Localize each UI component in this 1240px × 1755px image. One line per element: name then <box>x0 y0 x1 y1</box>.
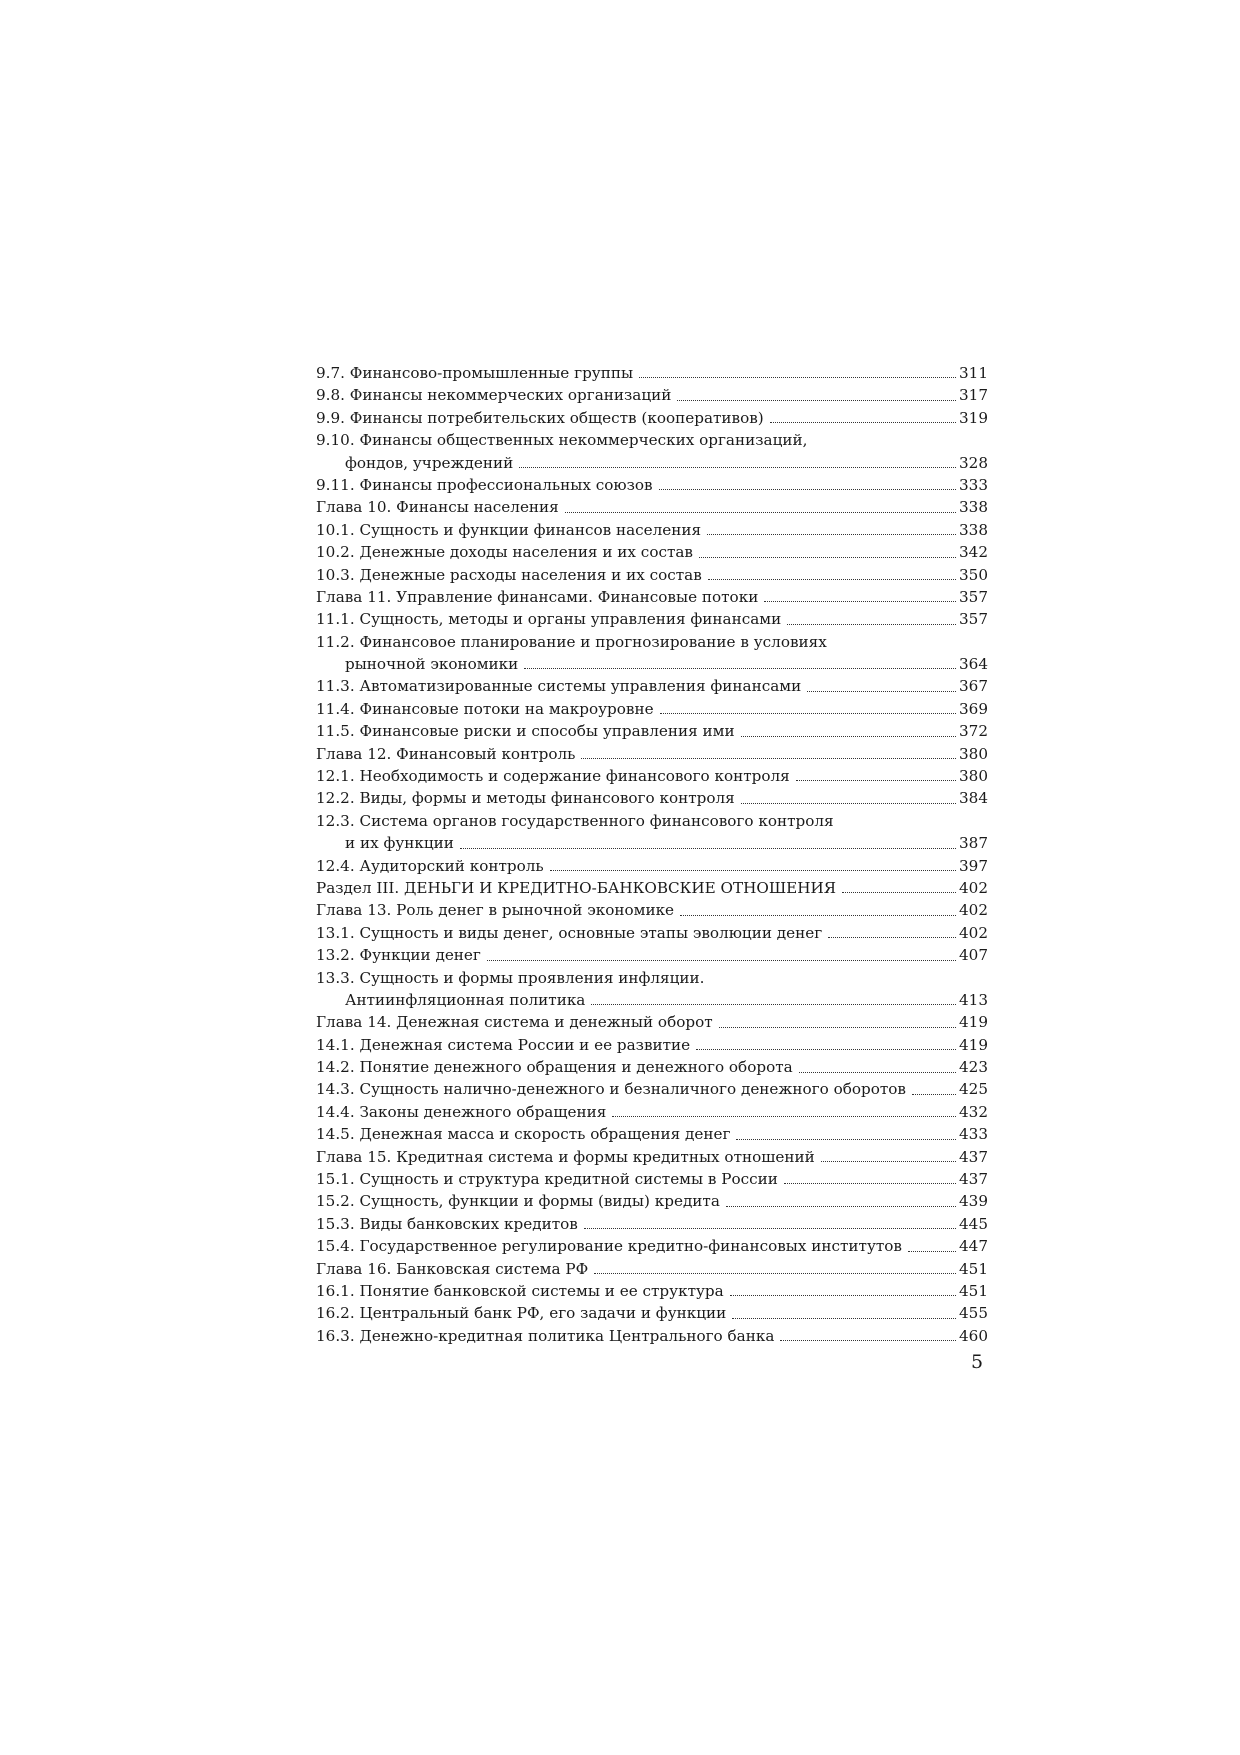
toc-entry[interactable] <box>316 989 988 1011</box>
toc-entry[interactable] <box>316 1213 988 1235</box>
dot-leader <box>524 667 956 669</box>
toc-entry-title: 9.11. Финансы профессиональных союзов <box>316 475 653 494</box>
dot-leader <box>696 1048 956 1050</box>
toc-entry[interactable] <box>316 1302 988 1324</box>
toc-entry-title: 11.5. Финансовые риски и способы управления ими <box>316 722 735 741</box>
toc-entry[interactable] <box>316 720 988 742</box>
toc-page-number: 328 <box>959 453 988 472</box>
dot-leader <box>741 802 956 804</box>
dot-leader <box>732 1317 956 1319</box>
toc-entry[interactable] <box>316 1280 988 1302</box>
toc-entry[interactable] <box>316 832 988 854</box>
dot-leader <box>708 578 956 580</box>
toc-entry[interactable] <box>316 608 988 630</box>
dot-leader <box>550 869 956 871</box>
dot-leader <box>908 1250 956 1252</box>
toc-entry-title: 9.7. Финансово-промышленные группы <box>316 363 634 382</box>
dot-leader <box>591 1003 956 1005</box>
toc-entry-title: 14.3. Сущность налично-денежного и безналичного денежного оборотов <box>316 1080 906 1099</box>
toc-page-number: 357 <box>959 587 988 606</box>
toc-entry-title: 14.5. Денежная масса и скорость обращения денег <box>316 1125 731 1144</box>
toc-entry[interactable] <box>316 877 988 899</box>
toc-entry[interactable] <box>316 1325 988 1347</box>
toc-entry[interactable] <box>316 1235 988 1257</box>
toc-page-number: 384 <box>959 789 988 808</box>
toc-entry-title: Глава 11. Управление финансами. Финансовые потоки <box>316 587 759 606</box>
dot-leader <box>581 757 956 759</box>
toc-entry[interactable] <box>316 1011 988 1033</box>
dot-leader <box>764 600 956 602</box>
dot-leader <box>787 623 956 625</box>
toc-entry[interactable] <box>316 787 988 809</box>
dot-leader <box>460 847 956 849</box>
dot-leader <box>796 779 956 781</box>
toc-page-number: 413 <box>959 990 988 1009</box>
toc-entry[interactable] <box>316 675 988 697</box>
toc-entry[interactable] <box>316 1168 988 1190</box>
dot-leader <box>677 399 956 401</box>
toc-page-number: 437 <box>959 1170 988 1189</box>
toc-entry[interactable] <box>316 1123 988 1145</box>
toc-entry-title: Глава 16. Банковская система РФ <box>316 1259 589 1278</box>
toc-entry[interactable] <box>316 541 988 563</box>
toc-entry-title: 16.1. Понятие банковской системы и ее структура <box>316 1282 724 1300</box>
dot-leader <box>784 1182 956 1184</box>
toc-entry-title: 9.10. Финансы общественных некоммерческих организаций, <box>316 431 808 450</box>
toc-entry-title: 15.2. Сущность, функции и формы (виды) кредита <box>316 1192 720 1211</box>
toc-entry[interactable] <box>316 1079 988 1101</box>
toc-entry[interactable] <box>316 452 988 474</box>
toc-page-number: 419 <box>959 1013 988 1032</box>
toc-entry-title: Глава 10. Финансы населения <box>316 498 559 517</box>
dot-leader <box>487 959 956 961</box>
toc-entry-title: Раздел III. ДЕНЬГИ И КРЕДИТНО-БАНКОВСКИЕ ОТНОШЕНИЯ <box>316 878 837 897</box>
toc-entry[interactable] <box>316 407 988 429</box>
toc-entry-title-line <box>316 631 988 653</box>
toc-entry-continuation: рыночной экономики <box>345 655 519 674</box>
toc-page-number: 402 <box>959 901 988 920</box>
toc-page-number: 439 <box>959 1192 988 1211</box>
toc-page-number: 350 <box>959 565 988 584</box>
toc-page-number: 367 <box>959 677 988 696</box>
dot-leader <box>584 1227 956 1229</box>
toc-entry-title-line <box>316 967 988 989</box>
toc-page-number: 455 <box>959 1304 988 1323</box>
toc-page-number: 437 <box>959 1147 988 1166</box>
toc-entry-title: 9.8. Финансы некоммерческих организаций <box>316 386 672 405</box>
toc-page-number: 342 <box>959 543 988 562</box>
toc-entry-title: 12.1. Необходимость и содержание финансового контроля <box>316 767 790 786</box>
toc-entry[interactable] <box>316 1101 988 1123</box>
dot-leader <box>736 1138 956 1140</box>
toc-entry-continuation: Антиинфляционная политика <box>345 990 586 1009</box>
toc-entry[interactable] <box>316 653 988 675</box>
dot-leader <box>842 891 956 893</box>
toc-page-number: 387 <box>959 834 988 853</box>
toc-page-number: 451 <box>959 1259 988 1278</box>
toc-page-number: 317 <box>959 386 988 405</box>
toc-entry-title: 11.4. Финансовые потоки на макроуровне <box>316 699 654 718</box>
toc-entry-title: 10.1. Сущность и функции финансов населения <box>316 520 702 539</box>
toc-entry[interactable] <box>316 855 988 877</box>
toc-entry[interactable] <box>316 496 988 518</box>
toc-entry-title: 14.4. Законы денежного обращения <box>316 1102 607 1121</box>
toc-page-number: 380 <box>959 767 988 786</box>
toc-page-number: 319 <box>959 408 988 427</box>
dot-leader <box>770 421 956 423</box>
toc-page-number: 423 <box>959 1058 988 1077</box>
toc-page-number: 419 <box>959 1035 988 1054</box>
toc-entry[interactable] <box>316 474 988 496</box>
toc-entry[interactable] <box>316 922 988 944</box>
toc-entry[interactable] <box>316 519 988 541</box>
toc-entry[interactable] <box>316 1258 988 1280</box>
dot-leader <box>659 488 956 490</box>
toc-page-number: 402 <box>959 878 988 897</box>
toc-page-number: 447 <box>959 1237 988 1256</box>
dot-leader <box>719 1026 956 1028</box>
toc-entry-title: 11.2. Финансовое планирование и прогнозирование в условиях <box>316 632 827 651</box>
toc-entry-title: 13.2. Функции денег <box>316 946 481 965</box>
toc-page-number: 311 <box>959 363 988 382</box>
toc-entry-continuation: и их функции <box>345 834 454 853</box>
toc-entry[interactable] <box>316 586 988 608</box>
toc-entry[interactable] <box>316 1190 988 1212</box>
toc-entry-title-line <box>316 429 988 451</box>
dot-leader <box>741 735 956 737</box>
toc-page-number: 460 <box>959 1326 988 1345</box>
table-of-contents <box>316 362 988 1347</box>
toc-entry-title: 15.1. Сущность и структура кредитной системы в России <box>316 1170 778 1189</box>
dot-leader <box>821 1160 956 1162</box>
dot-leader <box>780 1339 956 1341</box>
toc-entry[interactable] <box>316 899 988 921</box>
toc-entry-title: 9.9. Финансы потребительских обществ (кооперативов) <box>316 408 764 427</box>
toc-entry-title: 16.2. Центральный банк РФ, его задачи и функции <box>316 1304 727 1323</box>
toc-entry[interactable] <box>316 698 988 720</box>
toc-entry-title-line <box>316 810 988 832</box>
dot-leader <box>707 533 956 535</box>
toc-page-number: 333 <box>959 475 988 494</box>
toc-entry[interactable] <box>316 1034 988 1056</box>
toc-entry-title: 14.2. Понятие денежного обращения и денежного оборота <box>316 1058 793 1077</box>
toc-page-number: 425 <box>959 1080 988 1099</box>
dot-leader <box>912 1093 956 1095</box>
page-number: 5 <box>971 1351 984 1373</box>
toc-entry-title: 11.3. Автоматизированные системы управления финансами <box>316 677 802 696</box>
toc-entry-title: 16.3. Денежно-кредитная политика Центрального банка <box>316 1326 775 1345</box>
toc-page-number: 369 <box>959 699 988 718</box>
toc-entry[interactable] <box>316 944 988 966</box>
toc-page-number: 380 <box>959 744 988 763</box>
toc-entry-title: 11.1. Сущность, методы и органы управления финансами <box>316 610 782 629</box>
toc-page-number: 364 <box>959 655 988 674</box>
toc-page-number: 445 <box>959 1214 988 1233</box>
toc-entry[interactable] <box>316 1146 988 1168</box>
toc-entry-title: Глава 13. Роль денег в рыночной экономике <box>316 901 675 920</box>
dot-leader <box>828 936 956 938</box>
toc-entry-title: 12.2. Виды, формы и методы финансового контроля <box>316 789 735 808</box>
dot-leader <box>660 712 956 714</box>
toc-entry[interactable] <box>316 384 988 406</box>
toc-page-number: 407 <box>959 946 988 965</box>
toc-entry[interactable] <box>316 1056 988 1078</box>
toc-entry-title: 13.1. Сущность и виды денег, основные этапы эволюции денег <box>316 923 823 942</box>
dot-leader <box>612 1115 956 1117</box>
toc-page-number: 338 <box>959 520 988 539</box>
toc-page-number: 338 <box>959 498 988 517</box>
toc-page-number: 433 <box>959 1125 988 1144</box>
toc-entry-continuation: фондов, учреждений <box>345 453 514 472</box>
toc-page-number: 372 <box>959 722 988 741</box>
dot-leader <box>639 376 956 378</box>
dot-leader <box>519 466 956 468</box>
toc-entry[interactable] <box>316 765 988 787</box>
toc-page-number: 357 <box>959 610 988 629</box>
toc-entry-title: Глава 12. Финансовый контроль <box>316 744 576 763</box>
toc-entry-title: 15.3. Виды банковских кредитов <box>316 1214 578 1233</box>
toc-entry-title: Глава 15. Кредитная система и формы кредитных отношений <box>316 1147 815 1166</box>
toc-page-number: 432 <box>959 1102 988 1121</box>
dot-leader <box>594 1272 956 1274</box>
toc-entry-title: 12.4. Аудиторский контроль <box>316 856 544 875</box>
dot-leader <box>799 1071 956 1073</box>
toc-page-number: 402 <box>959 923 988 942</box>
toc-entry-title: 10.2. Денежные доходы населения и их состав <box>316 543 693 562</box>
toc-entry[interactable] <box>316 362 988 384</box>
toc-entry-title: 14.1. Денежная система России и ее развитие <box>316 1035 691 1054</box>
toc-entry-title: Глава 14. Денежная система и денежный оборот <box>316 1013 713 1032</box>
toc-entry[interactable] <box>316 743 988 765</box>
dot-leader <box>807 690 956 692</box>
dot-leader <box>680 914 956 916</box>
toc-entry[interactable] <box>316 564 988 586</box>
toc-entry-title: 10.3. Денежные расходы населения и их состав <box>316 565 702 584</box>
toc-page-number: 397 <box>959 856 988 875</box>
toc-entry-title: 15.4. Государственное регулирование кредитно-финансовых институтов <box>316 1237 902 1256</box>
dot-leader <box>726 1205 956 1207</box>
dot-leader <box>699 556 956 558</box>
dot-leader <box>730 1294 956 1296</box>
dot-leader <box>565 511 956 513</box>
toc-page-number: 451 <box>959 1282 988 1300</box>
toc-entry-title: 12.3. Система органов государственного финансового контроля <box>316 811 834 830</box>
toc-entry-title: 13.3. Сущность и формы проявления инфляции. <box>316 968 705 987</box>
